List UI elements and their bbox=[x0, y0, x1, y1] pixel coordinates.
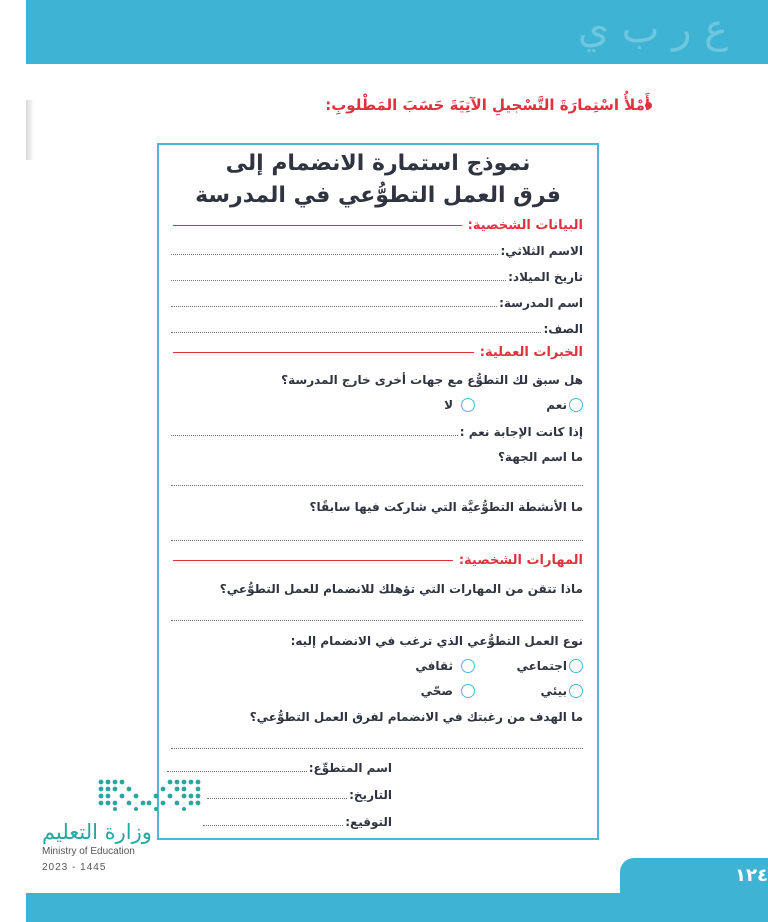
radio-icon[interactable] bbox=[569, 398, 583, 412]
page-fold-shadow bbox=[26, 100, 34, 160]
section-personal bbox=[173, 218, 583, 233]
section-rule bbox=[173, 225, 462, 226]
option-no[interactable]: لا bbox=[444, 398, 475, 412]
ministry-name-english: Ministry of Education bbox=[42, 846, 135, 857]
volunteer-name-field[interactable] bbox=[167, 761, 392, 775]
signature-field[interactable] bbox=[203, 815, 392, 829]
if-yes-field[interactable] bbox=[171, 425, 583, 439]
radio-icon[interactable] bbox=[461, 398, 475, 412]
section-rule bbox=[173, 560, 453, 561]
banner-pattern: ع ر ب ي bbox=[577, 6, 728, 52]
section-skills-label: المهارات الشخصية: bbox=[458, 553, 583, 568]
form-title-line2: فرق العمل التطوُّعي في المدرسة bbox=[195, 183, 561, 208]
signature-label: التوقيع: bbox=[345, 815, 392, 829]
option-health[interactable]: صحّي bbox=[421, 684, 475, 698]
answer-line[interactable] bbox=[171, 540, 583, 541]
section-skills bbox=[173, 553, 583, 568]
option-environmental[interactable]: بيئي bbox=[541, 684, 583, 698]
section-experience bbox=[173, 345, 583, 360]
question-volunteered: هل سبق لك التطوُّع مع جهات أخرى خارج المدرسة؟ bbox=[281, 373, 583, 387]
top-banner bbox=[26, 0, 768, 64]
volunteer-name-label: اسم المتطوِّع: bbox=[308, 761, 392, 775]
form-title-line1: نموذج استمارة الانضمام إلى bbox=[225, 151, 531, 176]
date-label: التاريخ: bbox=[349, 788, 392, 802]
answer-line[interactable] bbox=[171, 620, 583, 621]
ministry-logo-icon bbox=[98, 778, 204, 812]
registration-form bbox=[157, 143, 599, 840]
date-field[interactable] bbox=[207, 788, 392, 802]
question-skills: ماذا تتقن من المهارات التي تؤهلك للانضمام للعمل التطوُّعي؟ bbox=[219, 582, 583, 596]
question-type: نوع العمل التطوُّعي الذي ترغب في الانضمام إليه: bbox=[290, 634, 583, 648]
page-number: ١٢٤ bbox=[620, 858, 768, 893]
answer-line[interactable] bbox=[171, 485, 583, 486]
name-label: الاسم الثلاثي: bbox=[500, 244, 583, 258]
if-yes-label: إذا كانت الإجابة نعم : bbox=[459, 425, 583, 439]
bottom-bar bbox=[26, 893, 768, 922]
section-personal-label: البيانات الشخصية: bbox=[467, 218, 583, 233]
class-field[interactable] bbox=[171, 322, 583, 336]
answer-line[interactable] bbox=[171, 748, 583, 749]
section-experience-label: الخبرات العملية: bbox=[479, 345, 583, 360]
school-label: اسم المدرسة: bbox=[499, 296, 583, 310]
school-field[interactable] bbox=[171, 296, 583, 310]
option-social[interactable]: اجتماعي bbox=[516, 659, 583, 673]
question-goal: ما الهدف من رغبتك في الانضمام لفرق العمل التطوُّعي؟ bbox=[249, 710, 583, 724]
class-label: الصف: bbox=[543, 322, 583, 336]
section-rule bbox=[173, 352, 474, 353]
question-activities: ما الأنشطة التطوُّعيَّة التي شاركت فيها سابقًا؟ bbox=[309, 500, 583, 514]
question-entity: ما اسم الجهة؟ bbox=[497, 450, 583, 464]
birth-date-field[interactable] bbox=[171, 270, 583, 284]
radio-icon[interactable] bbox=[569, 684, 583, 698]
name-field[interactable] bbox=[171, 244, 583, 258]
radio-icon[interactable] bbox=[569, 659, 583, 673]
birth-date-label: تاريخ الميلاد: bbox=[508, 270, 583, 284]
edition-year: 2023 - 1445 bbox=[42, 862, 107, 873]
ministry-name-arabic: وزارة التعليم bbox=[42, 820, 152, 844]
radio-icon[interactable] bbox=[461, 684, 475, 698]
radio-icon[interactable] bbox=[461, 659, 475, 673]
instruction-text: أَمْلأُ اسْتِمارَةَ التَّسْجيلِ الآتِيَةَ حَسَبَ المَطْلوبِ: bbox=[325, 96, 650, 114]
option-yes[interactable]: نعم bbox=[546, 398, 583, 412]
page-margin bbox=[0, 0, 26, 922]
option-cultural[interactable]: ثقافي bbox=[415, 659, 475, 673]
